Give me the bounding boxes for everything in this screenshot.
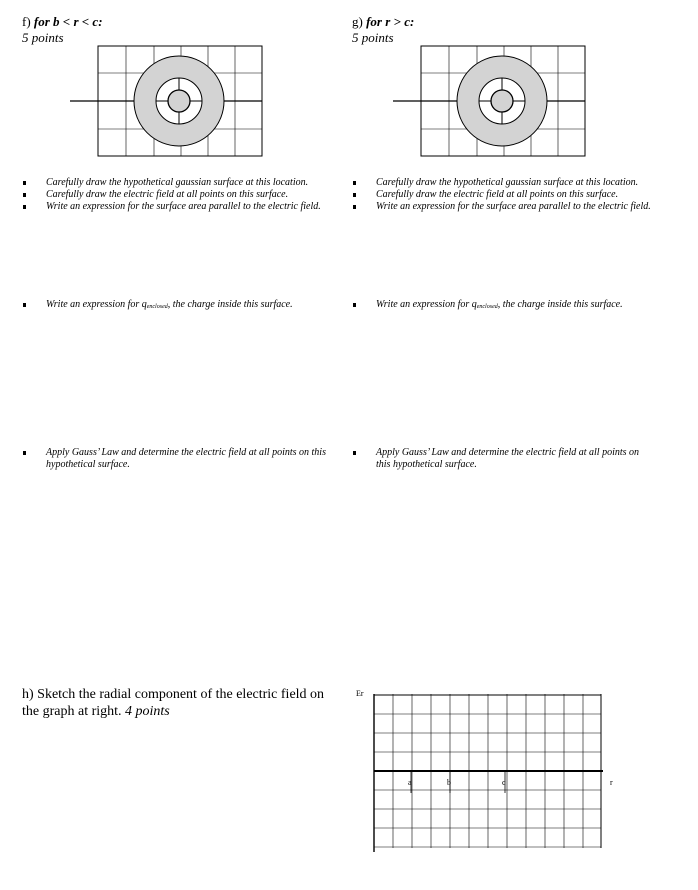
left-heading bbox=[22, 14, 103, 30]
left-instructions-3 bbox=[22, 447, 332, 471]
right-condition: for r > c: bbox=[366, 14, 415, 29]
right-part-label: g) bbox=[352, 14, 363, 29]
left-gauss-bullet: Apply Gauss’ Law and determine the electric field at all points on this hypothetical surface. bbox=[22, 447, 332, 471]
left-points: 5 points bbox=[22, 30, 64, 45]
right-shell-figure bbox=[393, 45, 585, 157]
graph-x-label: r bbox=[610, 778, 613, 787]
graph-marker-b: b bbox=[447, 778, 451, 787]
left-instructions-2 bbox=[22, 299, 332, 313]
right-bullet-1: Carefully draw the hypothetical gaussian surface at this location. bbox=[352, 177, 662, 189]
right-gauss-bullet: Apply Gauss’ Law and determine the electric field at all points on this hypothetical surface. bbox=[352, 447, 642, 471]
right-bullet-2: Carefully draw the electric field at all points on this surface. bbox=[352, 189, 662, 201]
left-inner-sphere bbox=[168, 90, 190, 112]
right-inner-sphere bbox=[491, 90, 513, 112]
left-bullet-1: Carefully draw the hypothetical gaussian surface at this location. bbox=[22, 177, 332, 189]
left-condition: for b < r < c: bbox=[33, 14, 103, 29]
graph-y-label: Er bbox=[356, 689, 364, 698]
right-points: 5 points bbox=[352, 30, 394, 45]
e-field-graph bbox=[370, 694, 610, 854]
graph-marker-a: a bbox=[408, 778, 412, 787]
left-bullet-3: Write an expression for the surface area parallel to the electric field. bbox=[22, 201, 332, 213]
graph-marker-c: c bbox=[502, 778, 506, 787]
left-instructions-1 bbox=[22, 177, 332, 213]
right-charge-bullet: Write an expression for qenclosed, the charge inside this surface. bbox=[352, 299, 662, 313]
right-instructions-3 bbox=[352, 447, 642, 471]
left-shell-figure bbox=[70, 45, 262, 157]
right-instructions-1 bbox=[352, 177, 662, 213]
right-instructions-2 bbox=[352, 299, 662, 313]
part-h-text: h) Sketch the radial component of the electric field on the graph at right. bbox=[22, 687, 325, 719]
right-heading bbox=[352, 14, 414, 30]
part-h-prompt bbox=[22, 686, 332, 720]
left-charge-bullet: Write an expression for qenclosed, the charge inside this surface. bbox=[22, 299, 332, 313]
part-h-points: 4 points bbox=[125, 704, 170, 719]
left-part-label: f) bbox=[22, 14, 31, 29]
right-bullet-3: Write an expression for the surface area parallel to the electric field. bbox=[352, 201, 662, 213]
left-bullet-2: Carefully draw the electric field at all points on this surface. bbox=[22, 189, 332, 201]
